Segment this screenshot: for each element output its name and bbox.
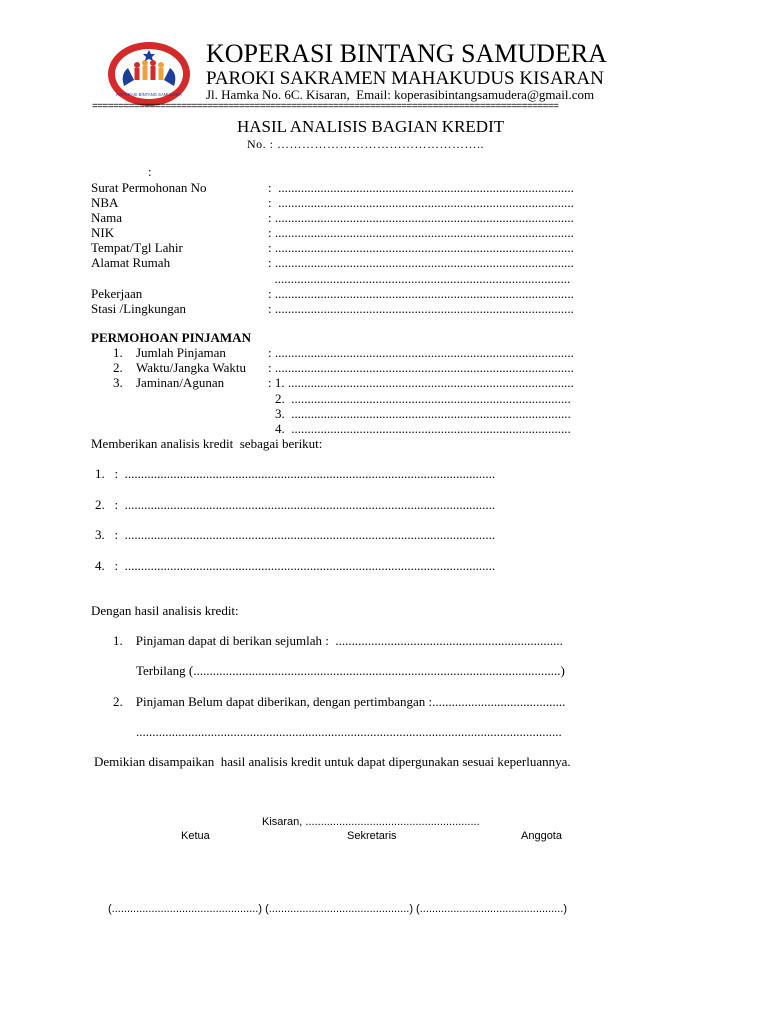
signature-blanks: (................................................) (..............................................) (...............................................) xyxy=(108,903,568,915)
svg-text:KOPERASI BINTANG SAMUDERA: KOPERASI BINTANG SAMUDERA xyxy=(116,92,182,97)
document-title: HASIL ANALISIS BAGIAN KREDIT xyxy=(237,117,505,136)
analysis-row: 3. : .................................................................................................................. xyxy=(95,527,496,542)
field-value: : ........................................................................................... xyxy=(268,180,574,195)
result-intro: Dengan hasil analisis kredit: xyxy=(91,603,239,618)
field-value: : ............................................................................................ xyxy=(268,240,574,255)
field-value: : ............................................................................................ xyxy=(268,301,574,316)
collateral-line: 3. ...................................................................................... xyxy=(275,406,571,421)
top-colon: : xyxy=(148,164,152,179)
loan-item-label: Jaminan/Agunan xyxy=(136,375,225,390)
cooperative-logo xyxy=(106,40,192,108)
result-amount-in-words: Terbilang (.................................................................................................................) xyxy=(136,663,565,678)
loan-item-number: 2. xyxy=(113,360,123,375)
field-value: : ............................................................................................ xyxy=(268,225,574,240)
analysis-intro: Memberikan analisis kredit sebagai berikut: xyxy=(91,436,323,451)
loan-item-number: 1. xyxy=(113,345,123,360)
loan-item-label: Jumlah Pinjaman xyxy=(136,345,226,360)
field-value: : ............................................................................................ xyxy=(268,255,574,270)
parish-name: PAROKI SAKRAMEN MAHAKUDUS KISARAN xyxy=(206,68,604,89)
result-not-approved: 2. Pinjaman Belum dapat diberikan, dengan pertimbangan :......................................... xyxy=(113,694,566,709)
field-label: Pekerjaan xyxy=(91,286,143,301)
loan-item-label: Waktu/Jangka Waktu xyxy=(136,360,246,375)
field-label: Nama xyxy=(91,210,123,225)
closing-statement: Demikian disampaikan hasil analisis kredit untuk dapat dipergunakan sesuai keperluannya. xyxy=(94,754,571,769)
organization-name: KOPERASI BINTANG SAMUDERA xyxy=(206,39,607,68)
loan-item-value: : 1. ........................................................................................ xyxy=(268,375,574,390)
result-reason-line: ................................................................................................................................... xyxy=(136,724,562,739)
address-email: Jl. Hamka No. 6C. Kisaran, Email: koperasibintangsamudera@gmail.com xyxy=(206,87,595,102)
field-value: : ............................................................................................ xyxy=(268,210,574,225)
field-value: : ............................................................................................ xyxy=(268,286,574,301)
collateral-line: 4. ...................................................................................... xyxy=(275,421,571,436)
field-label: NIK xyxy=(91,225,115,240)
field-label: Alamat Rumah xyxy=(91,255,171,270)
result-approved-amount: 1. Pinjaman dapat di berikan sejumlah : ...................................................................... xyxy=(113,633,563,648)
field-label: Surat Permohonan No xyxy=(91,180,207,195)
signature-role-chairman: Ketua xyxy=(181,830,210,842)
signature-place-date: Kisaran, ......................................................... xyxy=(262,816,480,828)
field-value: : ........................................................................................... xyxy=(268,195,574,210)
analysis-row: 2. : .................................................................................................................. xyxy=(95,497,496,512)
loan-item-value: : ............................................................................................ xyxy=(268,360,574,375)
field-label: Tempat/Tgl Lahir xyxy=(91,240,183,255)
signature-role-member: Anggota xyxy=(521,830,562,842)
loan-heading: PERMOHOAN PINJAMAN xyxy=(91,330,251,345)
field-value-continuation: ........................................................................................... xyxy=(268,271,571,286)
loan-item-value: : ............................................................................................ xyxy=(268,345,574,360)
analysis-row: 1. : .................................................................................................................. xyxy=(95,466,496,481)
header-separator: ========================================================================================= xyxy=(92,101,559,112)
field-label: NBA xyxy=(91,195,119,210)
field-label: Stasi /Lingkungan xyxy=(91,301,186,316)
signature-role-secretary: Sekretaris xyxy=(347,830,397,842)
loan-item-number: 3. xyxy=(113,375,123,390)
collateral-line: 2. ...................................................................................... xyxy=(275,391,571,406)
document-number-line: No. : ………………………………………….. xyxy=(247,137,484,151)
analysis-row: 4. : .................................................................................................................. xyxy=(95,558,496,573)
